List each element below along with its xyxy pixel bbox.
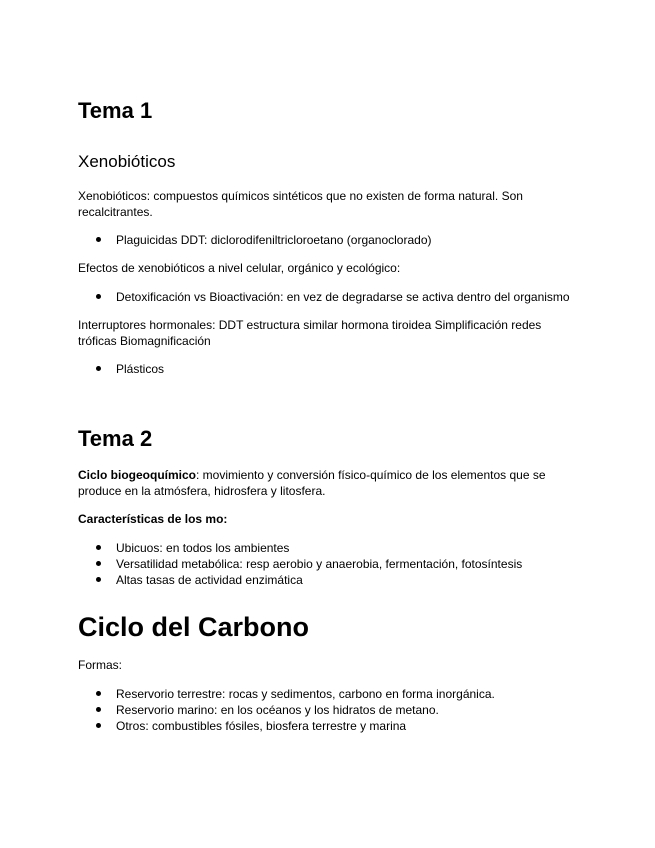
- bullet-icon: [96, 237, 101, 242]
- ciclo-biogeoquimico-paragraph: Ciclo biogeoquímico: movimiento y conversión físico-químico de los elementos que se produce en la atmósfera, hidrosfera y litosfera.: [78, 468, 546, 498]
- bullet-icon: [96, 561, 101, 566]
- bullet-icon: [96, 366, 101, 371]
- list-item: Versatilidad metabólica: resp aerobio y anaerobia, fermentación, fotosíntesis: [78, 556, 522, 572]
- list-item: Detoxificación vs Bioactivación: en vez de degradarse se activa dentro del organismo: [78, 289, 570, 305]
- caracteristicas-subheading: Características de los mo:: [78, 512, 228, 526]
- list-item: Reservorio marino: en los océanos y los hidratos de metano.: [78, 702, 495, 718]
- bullet-list-3: [78, 361, 164, 377]
- xenobioticos-definition: Xenobióticos: compuestos químicos sintéticos que no existen de forma natural. Son recalcitrantes.: [78, 189, 523, 219]
- tema1-heading: Tema 1: [78, 98, 153, 123]
- bullet-icon: [96, 707, 101, 712]
- list-item: Altas tasas de actividad enzimática: [78, 572, 522, 588]
- bullet-list-2: [78, 289, 570, 305]
- xenobioticos-subheading: Xenobióticos: [78, 152, 176, 171]
- list-item: Reservorio terrestre: rocas y sedimentos, carbono en forma inorgánica.: [78, 686, 495, 702]
- bullet-icon: [96, 723, 101, 728]
- ciclo-carbono-heading: Ciclo del Carbono: [78, 612, 310, 642]
- list-item: Ubicuos: en todos los ambientes: [78, 540, 522, 556]
- list-item: Plásticos: [78, 361, 164, 377]
- bullet-icon: [96, 577, 101, 582]
- list-item: Otros: combustibles fósiles, biosfera terrestre y marina: [78, 718, 495, 734]
- tema2-heading: Tema 2: [78, 426, 153, 451]
- bullet-icon: [96, 545, 101, 550]
- ciclo-biogeoquimico-term: Ciclo biogeoquímico: [78, 468, 197, 482]
- list-item: Plaguicidas DDT: diclorodifeniltricloroetano (organoclorado): [78, 232, 432, 248]
- caracteristicas-list: [78, 540, 522, 588]
- bullet-icon: [96, 691, 101, 696]
- interruptores-paragraph: Interruptores hormonales: DDT estructura similar hormona tiroidea Simplificación redes tróficas Biomagnificación: [78, 318, 542, 348]
- efectos-paragraph: Efectos de xenobióticos a nivel celular, orgánico y ecológico:: [78, 261, 401, 275]
- formas-paragraph: Formas:: [78, 658, 123, 672]
- formas-list: [78, 686, 495, 734]
- bullet-icon: [96, 294, 101, 299]
- bullet-list-1: [78, 232, 432, 248]
